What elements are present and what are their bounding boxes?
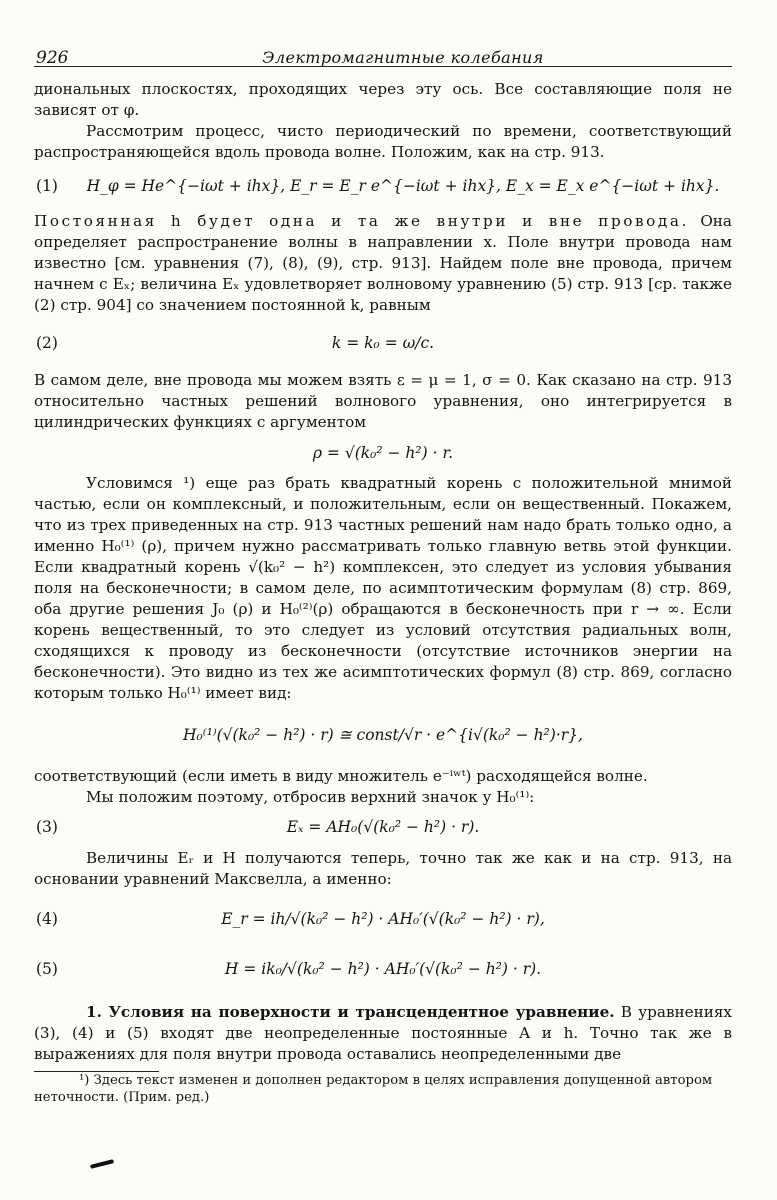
equation-2-body: k = k₀ = ω/c. xyxy=(331,334,435,352)
equation-asymptotic xyxy=(34,704,732,766)
paragraph-2: Рассмотрим процесс, чисто периодический по времени, соответствующий распространяющейся вдоль провода волне. Положим, как на стр. 913. xyxy=(34,122,732,161)
paragraph-3-rest: Она определяет распространение волны в направлении x. Поле внутри провода нам известно [см. уравнения (7), (8), (9), стр. 913]. Найдем поле вне провода, причем начнем с Eₓ; величина Eₓ удовлетворяет волновому уравнению (5) стр. 913 [ср. также (2) стр. 904] со значением постоянной k, равным xyxy=(34,212,732,314)
equation-4-body: E_r = ih/√(k₀² − h²) · AH₀′(√(k₀² − h²) · r), xyxy=(221,910,545,928)
equation-4 xyxy=(34,890,732,946)
page-number: 926 xyxy=(36,48,69,68)
section-heading: 1. Условия на поверхности и трансцендентное уравнение. xyxy=(86,1003,615,1021)
equation-5 xyxy=(34,946,732,1002)
equation-asymptotic-body: H₀⁽¹⁾(√(k₀² − h²) · r) ≅ const/√r · e^{i√(k₀² − h²)·r}, xyxy=(183,726,583,744)
equation-1 xyxy=(34,163,732,211)
paragraph-1: диональных плоскостях, проходящих через эту ось. Все составляющие поля не зависят от φ. xyxy=(34,80,732,119)
equation-rho xyxy=(34,433,732,473)
paragraph-9-rest: В уравнениях (3), (4) и (5) входят две неопределенные постоянные A и h. Точно так же в выражениях для поля внутри провода оставались неопределенными две xyxy=(34,1003,732,1063)
equation-5-body: H = ik₀/√(k₀² − h²) · AH₀′(√(k₀² − h²) · r). xyxy=(224,960,542,978)
footnote: ¹) Здесь текст изменен и дополнен редактором в целях исправления допущенной автором неточности. (Прим. ред.) xyxy=(34,1073,713,1105)
paragraph-3 xyxy=(34,211,732,316)
page-header xyxy=(34,40,732,67)
paragraph-5: Условимся ¹) еще раз брать квадратный корень с положительной мнимой частью, если он комплексный, и положительным, если он вещественный. Покажем, что из трех приведенных на стр. 913 частных решений нам надо брать только одно, а именно H₀⁽¹⁾ (ρ), причем нужно рассматривать только главную ветвь этой функции. Если квадратный корень √(k₀² − h²) комплексен, это следует из условия убывания поля на бесконечности; в самом деле, по асимптотическим формулам (8) стр. 869, оба другие решения J₀ (ρ) и H₀⁽²⁾(ρ) обращаются в бесконечность при r → ∞. Если корень вещественный, то это следует из условий отсутствия радиальных волн, сходящихся к проводу из бесконечности (отсутствие источников энергии на бесконечности). Это видно из тех же асимптотических формул (8) стр. 869, согласно которым только H₀⁽¹⁾ имеет вид: xyxy=(34,474,732,702)
equation-1-body: H_φ = He^{−iωt + ihx}, E_r = E_r e^{−iωt + ihx}, E_x = E_x e^{−iωt + ihx}. xyxy=(86,177,720,195)
equation-rho-body: ρ = √(k₀² − h²) · r. xyxy=(312,444,454,462)
pen-mark xyxy=(90,1159,114,1169)
paragraph-7: Мы положим поэтому, отбросив верхний значок у H₀⁽¹⁾: xyxy=(86,788,535,806)
paragraph-8: Величины Eᵣ и H получаются теперь, точно так же как и на стр. 913, на основании уравнений Максвелла, а именно: xyxy=(34,849,732,888)
equation-3 xyxy=(34,808,732,848)
equation-2-label: (2) xyxy=(36,334,58,352)
equation-4-label: (4) xyxy=(36,910,58,928)
equation-3-label: (3) xyxy=(36,818,58,836)
book-page xyxy=(34,40,732,1106)
paragraph-3-spaced: Постоянная h будет одна и та же внутри и вне провода. xyxy=(34,212,689,230)
paragraph-9 xyxy=(34,1002,732,1065)
paragraph-6: соответствующий (если иметь в виду множитель e⁻ⁱʷᵗ) расходящейся волне. xyxy=(34,767,648,785)
paragraph-4: В самом деле, вне провода мы можем взять ε = μ = 1, σ = 0. Как сказано на стр. 913 относительно частных решений волнового уравнения, оно интегрируется в цилиндрических функциях с аргументом xyxy=(34,371,732,431)
equation-2 xyxy=(34,316,732,370)
equation-1-label: (1) xyxy=(36,177,58,195)
equation-5-label: (5) xyxy=(36,960,58,978)
running-title: Электромагнитные колебания xyxy=(262,48,544,67)
equation-3-body: Eₓ = AH₀(√(k₀² − h²) · r). xyxy=(286,818,480,836)
